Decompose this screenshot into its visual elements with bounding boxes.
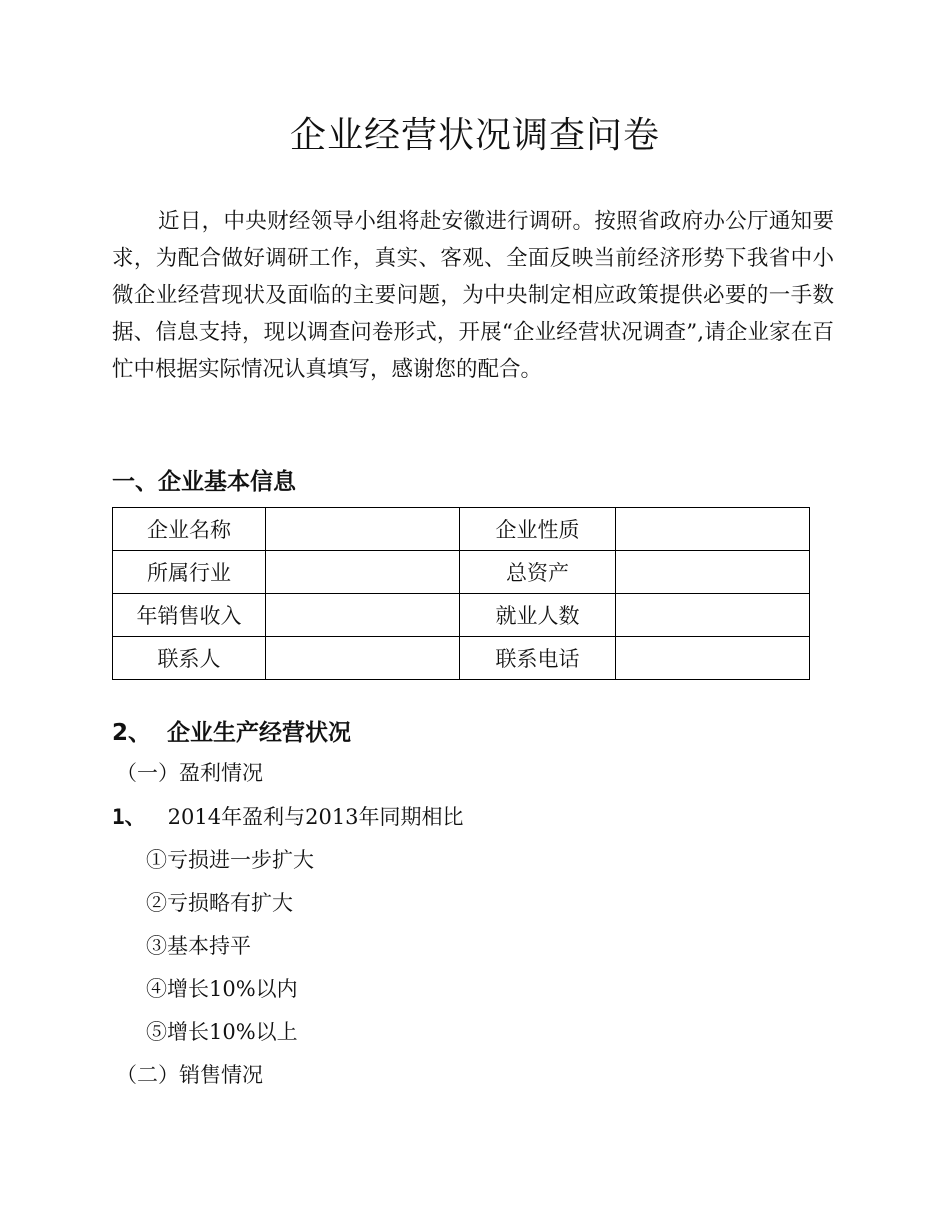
- label-company-name: 企业名称: [113, 508, 266, 551]
- label-employees: 就业人数: [460, 594, 616, 637]
- table-row: [113, 594, 810, 637]
- field-contact-person[interactable]: [266, 637, 460, 680]
- question-1: [112, 802, 464, 832]
- table-row: [113, 637, 810, 680]
- field-employees[interactable]: [616, 594, 810, 637]
- table-row: [113, 508, 810, 551]
- subsection-sales-heading: （二）销售情况: [116, 1063, 263, 1087]
- option-2[interactable]: ②亏损略有扩大: [146, 891, 293, 915]
- question-number: 1、: [112, 805, 146, 829]
- field-company-type[interactable]: [616, 508, 810, 551]
- field-contact-phone[interactable]: [616, 637, 810, 680]
- intro-paragraph: 近日，中央财经领导小组将赴安徽进行调研。按照省政府办公厅通知要求，为配合做好调研工作，真实、客观、全面反映当前经济形势下我省中小微企业经营现状及面临的主要问题，为中央制定相应政策提供必要的一手数据、信息支持，现以调查问卷形式，开展“企业经营状况调查”,请企业家在百忙中根据实际情况认真填写，感谢您的配合。: [112, 209, 834, 382]
- option-1[interactable]: ①亏损进一步扩大: [146, 848, 314, 872]
- label-contact-phone: 联系电话: [460, 637, 616, 680]
- field-company-name[interactable]: [266, 508, 460, 551]
- option-3[interactable]: ③基本持平: [146, 934, 251, 958]
- basic-info-table: [112, 507, 810, 680]
- label-total-assets: 总资产: [460, 551, 616, 594]
- option-5[interactable]: ⑤增长10%以上: [146, 1020, 298, 1044]
- label-annual-sales: 年销售收入: [113, 594, 266, 637]
- label-industry: 所属行业: [113, 551, 266, 594]
- table-row: [113, 551, 810, 594]
- section-basic-info-heading: 一、企业基本信息: [112, 469, 296, 495]
- label-contact-person: 联系人: [113, 637, 266, 680]
- document-title: 企业经营状况调查问卷: [289, 115, 660, 156]
- section-operations-heading: 2、 企业生产经营状况: [112, 720, 352, 746]
- option-4[interactable]: ④增长10%以内: [146, 977, 298, 1001]
- label-company-type: 企业性质: [460, 508, 616, 551]
- question-text: 2014年盈利与2013年同期相比: [167, 805, 464, 829]
- field-annual-sales[interactable]: [266, 594, 460, 637]
- subsection-profit-heading: （一）盈利情况: [116, 761, 263, 785]
- field-total-assets[interactable]: [616, 551, 810, 594]
- field-industry[interactable]: [266, 551, 460, 594]
